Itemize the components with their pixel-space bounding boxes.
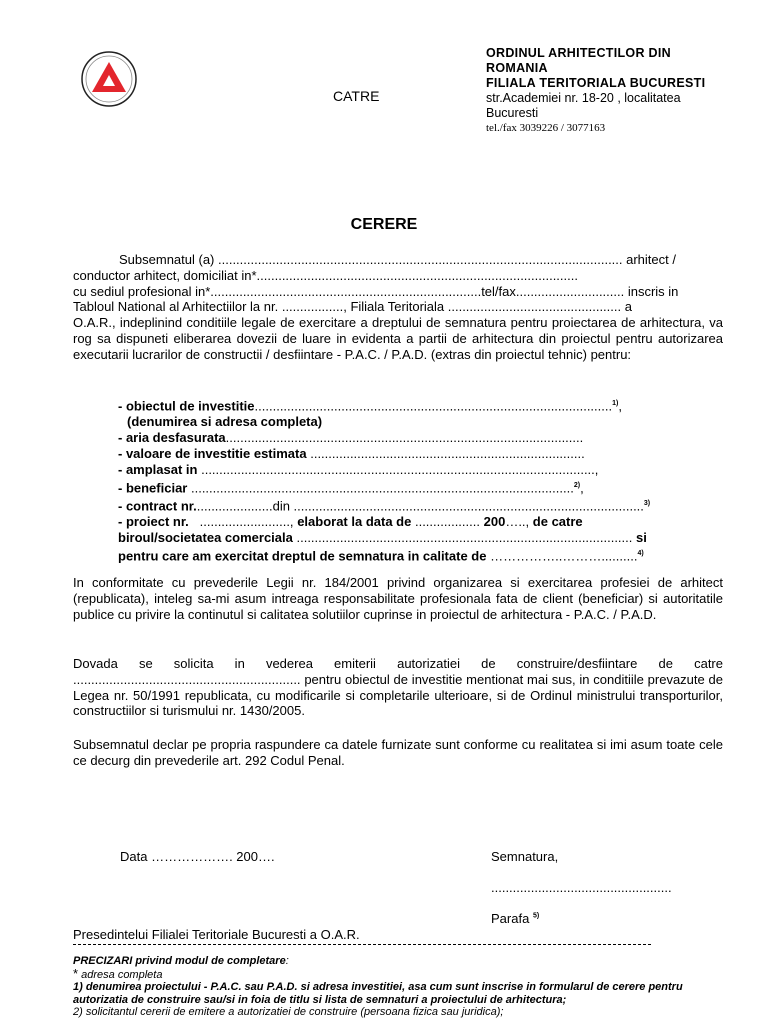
note-star: adresa completa	[81, 968, 163, 981]
item-beneficiar: - beneficiar ..........................................................................................................$^{2)}$,	[118, 480, 584, 496]
stamp-label: Parafa $^{5)}$	[491, 911, 540, 926]
date-field: Data ………………. 200….	[120, 849, 275, 864]
item-denumirea: (denumirea si adresa completa)	[127, 414, 323, 430]
item-proiect: - proiect nr. ........................., elaborat la data de .................. 200….., de catre	[118, 514, 583, 530]
item-valoare: - valoare de investitie estimata ............................................................................	[118, 446, 585, 462]
intro-line-1: Subsemnatul (a) ................................................................................................................ arhitect /	[119, 252, 676, 267]
item-obiectul: - obiectul de investitie...................................................................................................$^{1)}$,	[118, 398, 622, 414]
intro-line-5: O.A.R., indeplinind conditiile legale de exercitare a dreptului de semnatura pentru proiectarea de arhitectura, va rog sa dispuneti eliberarea dovezii de luare in evidenta a partii de arhitectura din proiectul pentru autorizarea executarii lucrarilor de constructii / desfiintare - P.A.C. / P.A.D. (extras din proiectul tehnic) pentru:	[73, 315, 723, 362]
org-branch: FILIALA TERITORIALA BUCURESTI	[486, 76, 706, 90]
divider	[73, 944, 651, 945]
oar-logo	[80, 50, 138, 108]
project-items	[118, 396, 718, 564]
responsibility-paragraph: In conformitate cu prevederile Legii nr. 184/2001 privind organizarea si exercitarea profesiei de arhitect (republicata), inteleg sa-mi asum intreaga responsabilitate profesionala fata de client (beneficiar) si autoritatile publice cu privire la continutul si calitatea solutiilor cuprinse in proiectul de arhitectura - P.A.C. / P.A.D.	[73, 575, 723, 622]
item-birou: biroul/societatea comerciala ............................................................................................. si	[118, 530, 647, 546]
notes-section: PRECIZARI privind modul de completare: * adresa completa 1) denumirea proiectului - P.A.C. sau P.A.D. si adresa investitiei, asa cum sunt inscrise in formularul de cerere pentru autorizatia de construire sau/si in foia de titlu si lista de semnaturi a proiectului de arhitectura; 2) solicitantul cererii de emitere a autorizatiei de construire (persoana fizica sau juridica);	[73, 955, 733, 1019]
organization-block	[486, 46, 736, 136]
item-amplasat: - amplasat in .............................................................................................................,	[118, 461, 599, 477]
intro-paragraph	[73, 252, 723, 363]
org-name: ORDINUL ARHITECTILOR DIN ROMANIA	[486, 46, 671, 75]
catre-label: CATRE	[333, 88, 380, 104]
signature-label: Semnatura,	[491, 849, 559, 864]
note-2: 2) solicitantul cererii de emitere a autorizatiei de construire (persoana fizica sau juridica);	[73, 1006, 504, 1019]
page-title: CERERE	[350, 216, 418, 233]
note-1: 1) denumirea proiectului - P.A.C. sau P.A.D. si adresa investitiei, asa cum sunt inscrise in formularul de cerere pentru autorizatia de construire sau/si in foia de titlu si lista de semnaturi a proiectului de arhitectura;	[73, 981, 683, 1006]
purpose-paragraph: Dovada se solicita in vederea emiterii autorizatiei de construire/desfiintare de catre ............................................................... pentru obiectul de investitie mentionat mai sus, in conditiile prevazute de Legea nr. 50/1991 republicata, cu modificarile si completarile ulterioare, si de Ordinul ministrului transporturilor, constructiilor si turismului nr. 1430/2005.	[73, 656, 723, 719]
signature-line: ..................................................	[491, 880, 672, 895]
org-address: str.Academiei nr. 18-20 , localitatea Bucuresti	[486, 91, 681, 120]
org-telfax: tel./fax 3039226 / 3077163	[486, 122, 606, 134]
item-aria: - aria desfasurata...................................................................................................	[118, 430, 584, 446]
intro-line-4: Tabloul National al Arhitectiilor la nr. ................., Filiala Teritoriala ................................................ a	[73, 299, 632, 315]
declaration-paragraph: Subsemnatul declar pe propria raspundere ca datele furnizate sunt conforme cu realitatea si imi asum toate cele ce decurg din prevederile art. 292 Codul Penal.	[73, 737, 723, 768]
intro-line-2: conductor arhitect, domiciliat in*.........................................................................................	[73, 267, 578, 283]
item-contract: - contract nr......................din .................................................................................................$^{3)}$	[118, 498, 651, 514]
intro-line-3: cu sediul profesional in*...........................................................................tel/fax.............................. inscris in	[73, 283, 679, 299]
notes-title: PRECIZARI privind modul de completare	[73, 955, 286, 967]
recipient-line: Presedintelui Filialei Teritoriale Bucuresti a O.A.R.	[73, 927, 360, 942]
item-pentru: pentru care am exercitat dreptul de semnatura in calitate de ……………..………..........$^{4)}$	[118, 548, 644, 564]
